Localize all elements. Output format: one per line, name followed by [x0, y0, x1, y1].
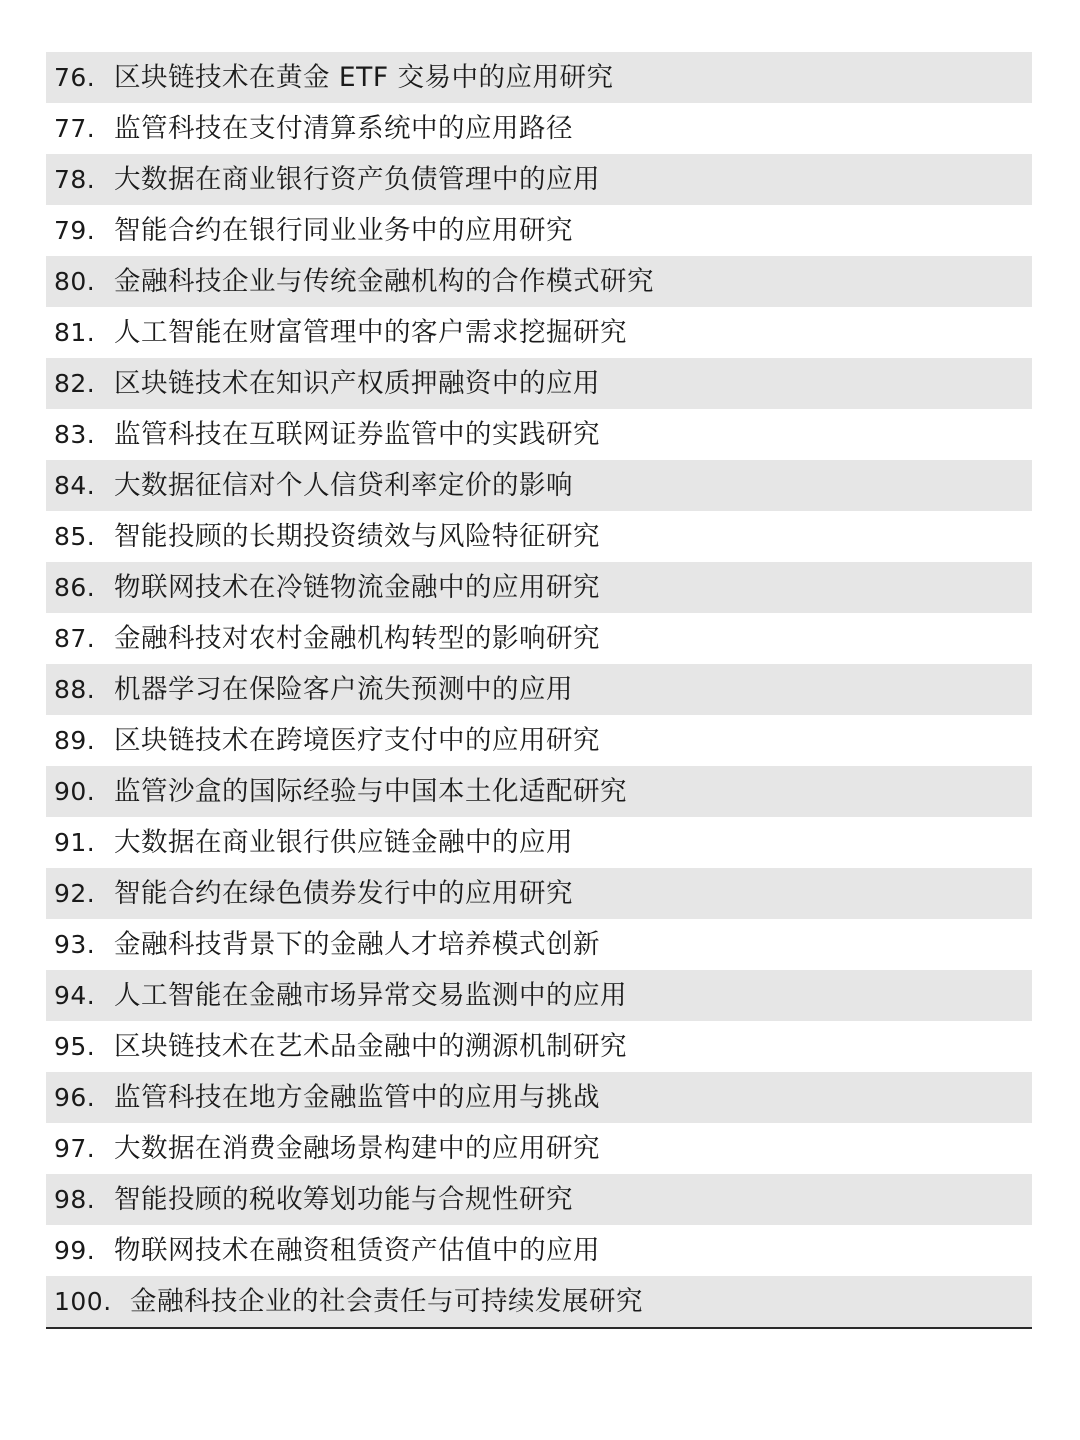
topic-list: [46, 52, 1032, 1329]
item-title: 区块链技术在艺术品金融中的溯源机制研究: [114, 1031, 627, 1062]
list-item: [46, 1174, 1032, 1225]
list-item: [46, 868, 1032, 919]
item-number: 86.: [54, 573, 96, 602]
item-number: 95.: [54, 1032, 96, 1061]
list-item: [46, 52, 1032, 103]
list-item: [46, 664, 1032, 715]
item-number: 91.: [54, 828, 96, 857]
item-title: 智能合约在银行同业业务中的应用研究: [114, 215, 573, 246]
list-item: [46, 154, 1032, 205]
item-number: 87.: [54, 624, 96, 653]
list-item: [46, 1021, 1032, 1072]
list-item: [46, 307, 1032, 358]
item-title: 大数据征信对个人信贷利率定价的影响: [114, 470, 573, 501]
list-item: [46, 715, 1032, 766]
list-item: [46, 1225, 1032, 1276]
list-item: [46, 970, 1032, 1021]
list-item: [46, 562, 1032, 613]
item-number: 77.: [54, 114, 96, 143]
item-number: 98.: [54, 1185, 96, 1214]
list-item: [46, 1072, 1032, 1123]
list-item: [46, 103, 1032, 154]
item-title: 大数据在商业银行资产负债管理中的应用: [114, 164, 600, 195]
item-number: 81.: [54, 318, 96, 347]
item-title: 区块链技术在知识产权质押融资中的应用: [114, 368, 600, 399]
item-title: 监管沙盒的国际经验与中国本土化适配研究: [114, 776, 627, 807]
list-item: [46, 613, 1032, 664]
item-number: 76.: [54, 63, 96, 92]
item-title: 智能投顾的长期投资绩效与风险特征研究: [114, 521, 600, 552]
list-item: [46, 919, 1032, 970]
item-title: 金融科技企业与传统金融机构的合作模式研究: [114, 266, 654, 297]
list-item: [46, 1276, 1032, 1327]
item-title: 智能投顾的税收筹划功能与合规性研究: [114, 1184, 573, 1215]
item-number: 97.: [54, 1134, 96, 1163]
item-title: 金融科技背景下的金融人才培养模式创新: [114, 929, 600, 960]
item-title: 智能合约在绿色债券发行中的应用研究: [114, 878, 573, 909]
item-number: 85.: [54, 522, 96, 551]
item-title: 区块链技术在跨境医疗支付中的应用研究: [114, 725, 600, 756]
list-item: [46, 1123, 1032, 1174]
item-title: 物联网技术在融资租赁资产估值中的应用: [114, 1235, 600, 1266]
list-item: [46, 817, 1032, 868]
item-number: 83.: [54, 420, 96, 449]
list-item: [46, 205, 1032, 256]
item-title: 监管科技在互联网证券监管中的实践研究: [114, 419, 600, 450]
item-title: 机器学习在保险客户流失预测中的应用: [114, 674, 573, 705]
item-number: 100.: [54, 1287, 112, 1316]
item-title: 人工智能在金融市场异常交易监测中的应用: [114, 980, 627, 1011]
item-number: 99.: [54, 1236, 96, 1265]
item-number: 84.: [54, 471, 96, 500]
list-item: [46, 256, 1032, 307]
item-title: 区块链技术在黄金 ETF 交易中的应用研究: [114, 62, 614, 93]
item-number: 89.: [54, 726, 96, 755]
item-title: 物联网技术在冷链物流金融中的应用研究: [114, 572, 600, 603]
item-number: 80.: [54, 267, 96, 296]
list-item: [46, 460, 1032, 511]
item-title: 人工智能在财富管理中的客户需求挖掘研究: [114, 317, 627, 348]
list-item: [46, 409, 1032, 460]
item-title: 金融科技对农村金融机构转型的影响研究: [114, 623, 600, 654]
item-number: 96.: [54, 1083, 96, 1112]
item-number: 94.: [54, 981, 96, 1010]
item-title: 大数据在消费金融场景构建中的应用研究: [114, 1133, 600, 1164]
item-title: 监管科技在支付清算系统中的应用路径: [114, 113, 573, 144]
list-item: [46, 511, 1032, 562]
item-number: 82.: [54, 369, 96, 398]
list-item: [46, 358, 1032, 409]
item-title: 金融科技企业的社会责任与可持续发展研究: [130, 1286, 643, 1317]
item-title: 大数据在商业银行供应链金融中的应用: [114, 827, 573, 858]
item-title: 监管科技在地方金融监管中的应用与挑战: [114, 1082, 600, 1113]
item-number: 93.: [54, 930, 96, 959]
list-item: [46, 766, 1032, 817]
item-number: 90.: [54, 777, 96, 806]
item-number: 78.: [54, 165, 96, 194]
item-number: 79.: [54, 216, 96, 245]
item-number: 92.: [54, 879, 96, 908]
item-number: 88.: [54, 675, 96, 704]
